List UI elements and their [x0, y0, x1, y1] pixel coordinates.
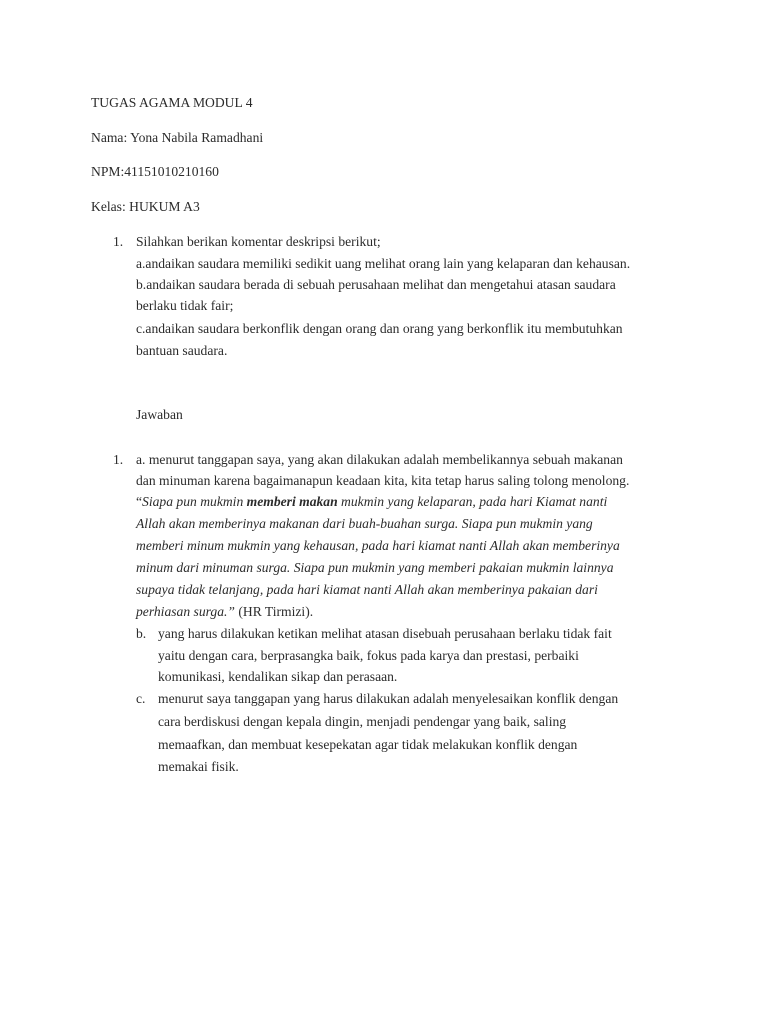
quote-open-mark: “	[136, 494, 143, 509]
answer-c-marker: c.	[136, 691, 146, 706]
answer-c-line1: menurut saya tanggapan yang harus dilakukan adalah menyelesaikan konflik dengan	[158, 691, 619, 706]
answer-c-line3: memaafkan, dan membuat kesepekatan agar tidak melakukan konflik dengan	[158, 737, 578, 752]
question-item-c-line2: bantuan saudara.	[136, 343, 228, 358]
answer-a-line1: a. menurut tanggapan saya, yang akan dilakukan adalah membelikannya sebuah makanan	[136, 452, 623, 467]
answer-heading: Jawaban	[136, 407, 183, 422]
answer-c-line4: memakai fisik.	[158, 759, 239, 774]
answer-b-line1: yang harus dilakukan ketikan melihat atasan disebuah perusahaan berlaku tidak fait	[158, 626, 612, 641]
answer-c-line2: cara berdiskusi dengan kepala dingin, menjadi pendengar yang baik, saling	[158, 714, 567, 729]
question-number: 1.	[113, 234, 124, 249]
question-item-b-line2: berlaku tidak fair;	[136, 298, 234, 313]
document-title: TUGAS AGAMA MODUL 4	[91, 95, 253, 110]
answer-b-line2: yaitu dengan cara, berprasangka baik, fokus pada karya dan prestasi, perbaiki	[158, 648, 579, 663]
quote-source: (HR Tirmizi).	[234, 604, 314, 619]
answer-a-line2: dan minuman karena bagaimanapun keadaan kita, kita tetap harus saling tolong menolong.	[136, 473, 630, 488]
answer-number: 1.	[113, 452, 124, 467]
answer-b-marker: b.	[136, 626, 147, 641]
hadith-quote-line1	[136, 493, 607, 511]
student-name: Nama: Yona Nabila Ramadhani	[91, 130, 264, 145]
hadith-quote-line5: supaya tidak telanjang, pada hari kiamat nanti Allah akan memberinya pakaian dari	[136, 582, 598, 597]
question-item-b-line1: b.andaikan saudara berada di sebuah perusahaan melihat dan mengetahui atasan saudara	[136, 277, 616, 292]
question-intro: Silahkan berikan komentar deskripsi berikut;	[136, 234, 381, 249]
quote-text-1a: Siapa pun mukmin	[142, 494, 247, 509]
question-item-c-line1: c.andaikan saudara berkonflik dengan orang dan orang yang berkonflik itu membutuhkan	[136, 321, 623, 336]
answer-b-line3: komunikasi, kendalikan sikap dan perasaan.	[158, 669, 398, 684]
quote-end: perhiasan surga.”	[136, 604, 235, 619]
hadith-quote-line4: minum dari minuman surga. Siapa pun mukmin yang memberi pakaian mukmin lainnya	[136, 560, 614, 575]
hadith-quote-line6	[136, 603, 313, 621]
student-class: Kelas: HUKUM A3	[91, 199, 200, 214]
student-npm: NPM:41151010210160	[91, 164, 219, 179]
question-item-a: a.andaikan saudara memiliki sedikit uang melihat orang lain yang kelaparan dan kehausan.	[136, 256, 631, 271]
quote-text-1b: mukmin yang kelaparan, pada hari Kiamat nanti	[337, 494, 608, 509]
hadith-quote-line3: memberi minum mukmin yang kehausan, pada hari kiamat nanti Allah akan memberinya	[136, 538, 620, 553]
hadith-quote-line2: Allah akan memberinya makanan dari buah-buahan surga. Siapa pun mukmin yang	[136, 516, 593, 531]
quote-bold-phrase: memberi makan	[246, 494, 338, 509]
